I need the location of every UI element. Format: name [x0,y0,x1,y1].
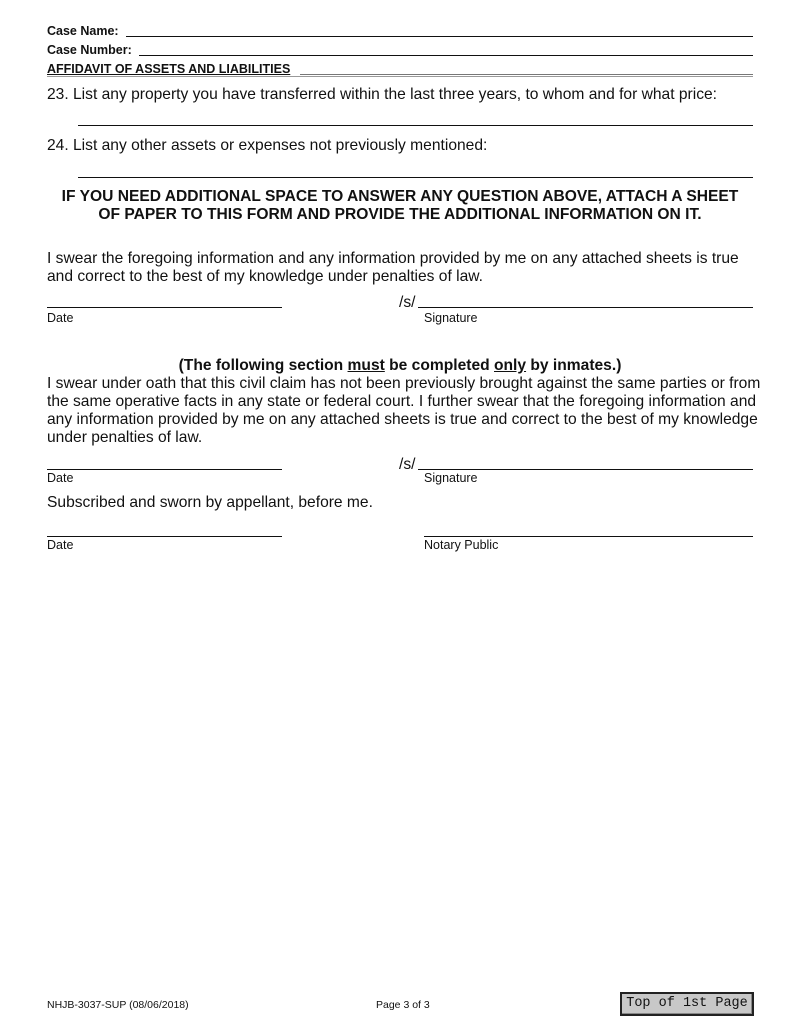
oath-line-1: I swear the foregoing information and any information provided by me on any attached sheets is true [47,250,739,267]
signature-field-2[interactable] [418,469,753,470]
question-23: 23. List any property you have transferred within the last three years, to whom and for what price: [47,86,718,103]
date-label-1: Date [47,311,74,325]
top-of-first-page-button[interactable]: Top of 1st Page [620,992,754,1016]
s-prefix-1: /s/ [399,294,416,311]
date-label-2: Date [47,471,74,485]
notice-line-2: OF PAPER TO THIS FORM AND PROVIDE THE ADDITIONAL INFORMATION ON IT. [98,206,702,223]
inmate-line-1: I swear under oath that this civil claim has not been previously brought against the same parties or from [47,375,761,392]
question-23-answer-field[interactable] [78,125,753,126]
case-name-field[interactable] [126,36,753,37]
notary-field[interactable] [424,536,753,537]
question-24-answer-field[interactable] [78,177,753,178]
notice-line-1: IF YOU NEED ADDITIONAL SPACE TO ANSWER ANY QUESTION ABOVE, ATTACH A SHEET [61,188,739,205]
inmate-line-3: any information provided by me on any attached sheets is true and correct to the best of my knowledge [47,411,758,428]
page-number: Page 3 of 3 [376,999,430,1011]
inmate-line-4: under penalties of law. [47,429,203,446]
date-field-3[interactable] [47,536,282,537]
form-title: AFFIDAVIT OF ASSETS AND LIABILITIES [47,62,291,76]
subscribed-text: Subscribed and sworn by appellant, before me. [47,494,373,511]
date-label-3: Date [47,538,74,552]
title-rule-lower [47,76,753,77]
question-24: 24. List any other assets or expenses not previously mentioned: [47,137,488,154]
date-field-2[interactable] [47,469,282,470]
inmate-line-2: the same operative facts in any state or federal court. I further swear that the foregoing information and [47,393,757,410]
inmate-heading: (The following section must be completed only by inmates.) [178,357,622,374]
case-number-field[interactable] [139,55,753,56]
notary-label: Notary Public [424,538,499,552]
signature-field-1[interactable] [418,307,753,308]
signature-label-2: Signature [424,471,478,485]
case-name-label: Case Name: [47,24,119,38]
date-field-1[interactable] [47,307,282,308]
case-number-label: Case Number: [47,43,132,57]
s-prefix-2: /s/ [399,456,416,473]
signature-label-1: Signature [424,311,478,325]
form-id: NHJB-3037-SUP (08/06/2018) [47,999,189,1011]
oath-line-2: and correct to the best of my knowledge under penalties of law. [47,268,484,285]
title-rule [300,74,753,75]
